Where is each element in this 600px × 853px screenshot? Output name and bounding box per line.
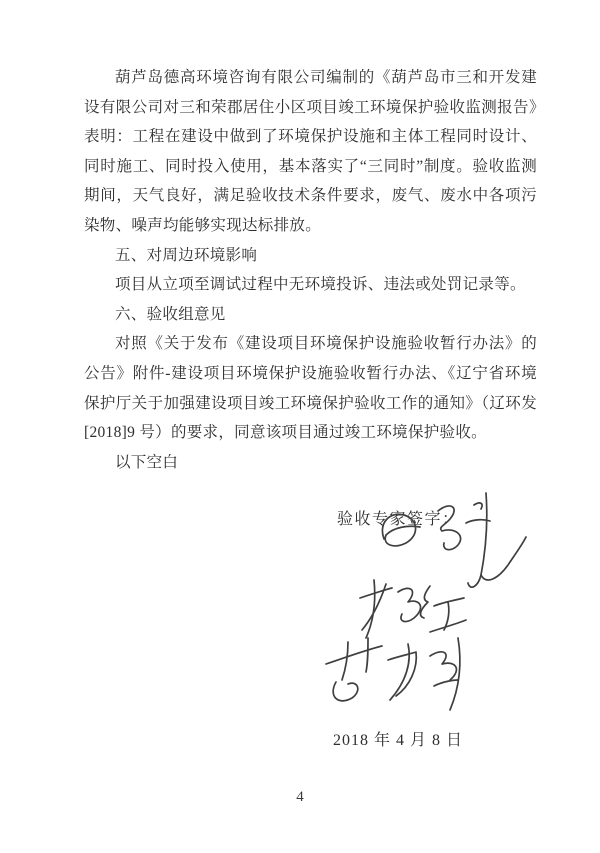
body-paragraph: 对照《关于发布《建设项目环境保护设施验收暂行办法》的公告》附件-建设项目环境保护设施验收暂行办法、《辽宁省环境保护厅关于加强建设项目竣工环境保护验收工作的通知》（辽环发[2018]9 号）的要求，同意该项目通过竣工环境保护验收。 [84,335,537,442]
signature-label: 验收专家签字： [337,511,460,528]
body-paragraph: 项目从立项至调试过程中无环境投诉、违法或处罚记录等。 [115,276,526,294]
page-number: 4 [296,789,304,805]
section-heading-6: 六、验收组意见 [115,305,226,323]
signature-3-ink [324,634,474,718]
body-paragraph: 葫芦岛德高环境咨询有限公司编制的《葫芦岛市三和开发建设有限公司对三和荣郡居住小区项目竣工环境保护验收监测报告》表明：工程在建设中做到了环境保护设施和主体工程同时设计、同时施工、同时投入使用，基本落实了“三同时”制度。验收监测期间，天气良好，满足验收技术条件要求，废气、废水中各项污染物、噪声均能够实现达标排放。 [84,69,537,234]
section-heading-5: 五、对周边环境影响 [115,246,258,264]
date-line: 2018 年 4 月 8 日 [333,732,464,749]
document-body [84,63,537,477]
handwritten-signature-3 [324,634,474,723]
blank-below-note: 以下空白 [115,453,179,471]
